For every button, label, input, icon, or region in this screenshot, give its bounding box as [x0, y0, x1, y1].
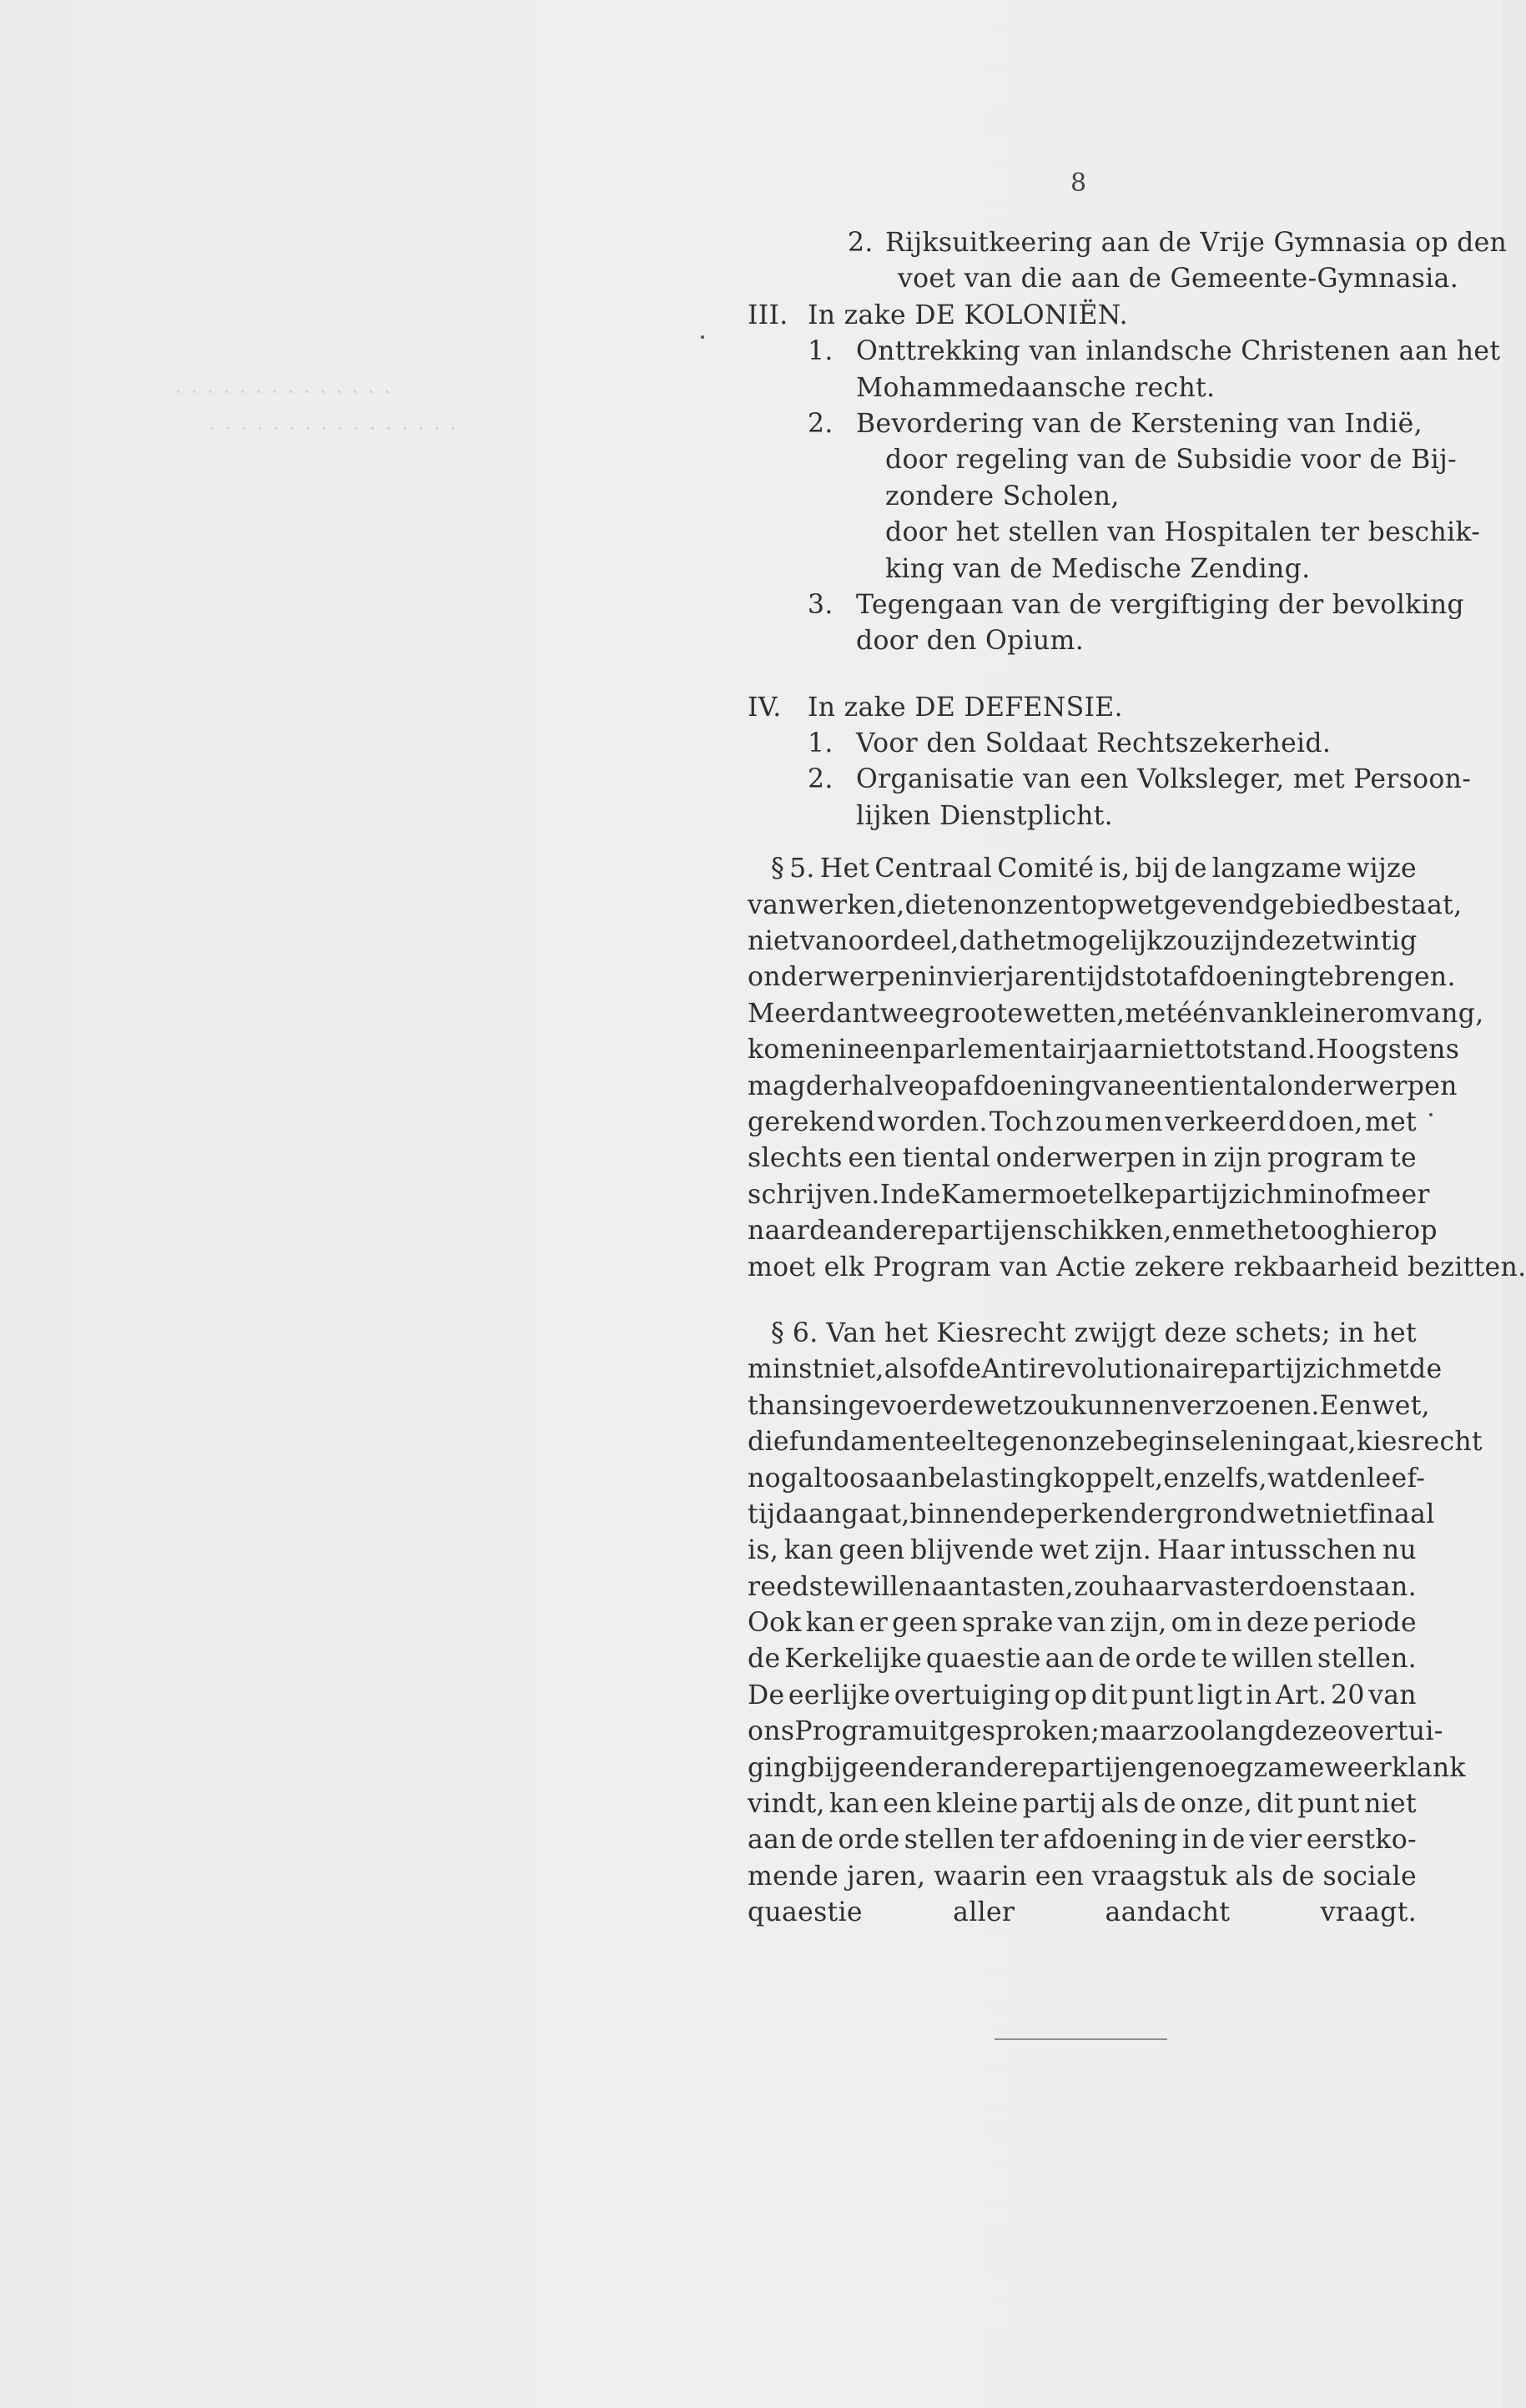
list-item [748, 225, 1508, 261]
paragraph-line: ging bij geen der andere partijen genoegzame weerklank [748, 1752, 1466, 1783]
paragraph-line: § 6. Van het Kiesrecht zwijgt deze schets; in het [771, 1317, 1417, 1348]
paragraph-line: tijd aangaat, binnen de perken der grondwet niet finaal [748, 1499, 1435, 1529]
bleed-through-text: · · · · · · · · · · · · · · [175, 380, 392, 404]
paragraph-line: reeds te willen aantasten, zou haar vaster doen staan. [748, 1571, 1417, 1602]
paragraph-line: die fundamenteel tegen onze beginselen ingaat, kiesrecht [748, 1427, 1483, 1458]
paragraph-line: minst niet, alsof de Antirevolutionaire partij zich met de [748, 1354, 1443, 1385]
margin-mark [701, 335, 704, 339]
item-text: lijken Dienstplicht. [856, 800, 1113, 831]
paragraph-line: mag derhalve op afdoening van een tiental onderwerpen [748, 1071, 1458, 1101]
paragraph-line: naar de andere partijen schikken, en met het oog hierop [748, 1216, 1438, 1247]
list-item [748, 762, 1472, 798]
list-item-continued [748, 479, 1417, 515]
item-text: Tegengaan van de vergiftiging der bevolking [856, 589, 1464, 620]
item-number: 1. [808, 728, 834, 759]
page-number: 8 [1070, 169, 1087, 198]
section-heading-IV [748, 690, 1417, 726]
item-text: zondere Scholen, [885, 481, 1120, 511]
paragraph-line: De eerlijke overtuiging op dit punt ligt in Art. 20 van [748, 1680, 1417, 1710]
paragraph-line: vindt, kan een kleine partij als de onze, dit punt niet [748, 1789, 1417, 1820]
paragraph-line: thans ingevoerde wet zou kunnen verzoenen. Een wet, [748, 1390, 1430, 1421]
paragraph-6 [748, 1316, 1483, 1932]
paragraph-line: moet elk Program van Actie zekere rekbaarheid bezitten. [748, 1252, 1526, 1282]
list-item-continued [748, 370, 1417, 406]
item-text: voet van die aan de Gemeente-Gymnasia. [898, 264, 1459, 295]
item-text: Bevordering van de Kerstening van Indië, [856, 408, 1423, 439]
paragraph-line: van werken, die ten onzent op wetgevend gebied bestaat, [748, 889, 1463, 920]
paragraph-5 [748, 851, 1526, 1286]
list-item-continued [748, 798, 1417, 834]
paragraph-line: mende jaren, waarin een vraagstuk als de sociale [748, 1861, 1417, 1892]
list-item-continued [748, 261, 1459, 297]
item-text: door regeling van de Subsidie voor de Bij- [885, 445, 1457, 476]
paragraph-line: § 5. Het Centraal Comité is, bij de langzame wijze [771, 854, 1417, 884]
item-text: Onttrekking van inlandsche Christenen aan het [856, 336, 1501, 367]
paragraph-line: niet van oordeel, dat het mogelijk zou zijn deze twintig [748, 926, 1418, 957]
paragraph-line: Meer dan twee groote wetten, met één van kleiner omvang, [748, 998, 1484, 1029]
section-title: In zake DE DEFENSIE. [808, 692, 1123, 723]
list-item [748, 334, 1501, 370]
paragraph-line: quaestie aller aandacht vraagt. [748, 1897, 1417, 1928]
list-item-continued [748, 623, 1417, 659]
item-text: king van de Medische Zending. [885, 553, 1311, 584]
item-text: Organisatie van een Volksleger, met Persoon- [856, 764, 1472, 795]
list-item-continued [748, 442, 1457, 478]
paragraph-line: aan de orde stellen ter afdoening in de vier eerstko- [748, 1825, 1417, 1856]
item-text: Voor den Soldaat Rechtszekerheid. [856, 728, 1332, 759]
margin-mark [1429, 1113, 1433, 1116]
section-title: In zake DE KOLONIËN. [808, 300, 1128, 330]
section-numeral: IV. [748, 692, 782, 723]
closing-rule [995, 2038, 1167, 2040]
item-number: 1. [808, 336, 834, 367]
paragraph-line: schrijven. In de Kamer moet elke partij zich min of meer [748, 1179, 1430, 1210]
list-item [748, 726, 1417, 762]
list-item-continued [748, 515, 1481, 551]
paragraph-line: de Kerkelijke quaestie aan de orde te willen stellen. [748, 1644, 1417, 1675]
paragraph-line: komen in een parlementair jaar niet tot stand. Hoogstens [748, 1035, 1460, 1065]
section-heading-III [748, 298, 1417, 334]
item-number: 2. [848, 228, 874, 258]
paragraph-line: onderwerpen in vier jaren tijds tot afdoening te brengen. [748, 962, 1456, 993]
paragraph-line: is, kan geen blijvende wet zijn. Haar intusschen nu [748, 1535, 1417, 1566]
paragraph-line: nog altoos aan belasting koppelt, en zelfs, wat den leef- [748, 1463, 1426, 1494]
paragraph-line: slechts een tiental onderwerpen in zijn program te [748, 1143, 1417, 1174]
section-numeral: III. [748, 300, 788, 330]
item-number: 2. [808, 764, 834, 795]
list-item-continued [748, 552, 1417, 587]
bleed-through-text: · · · · · · · · · · · · · · · · [209, 417, 458, 441]
list-item [748, 587, 1464, 623]
document-body [748, 225, 1526, 1932]
paragraph-line: ons Program uitgesproken; maar zoolang deze overtui- [748, 1716, 1443, 1747]
item-number: 2. [808, 408, 834, 439]
item-text: Mohammedaansche recht. [856, 372, 1216, 403]
paragraph-line: Ook kan er geen sprake van zijn, om in deze periode [748, 1608, 1417, 1639]
item-text: Rijksuitkeering aan de Vrije Gymnasia op den [885, 228, 1508, 258]
item-text: door den Opium. [856, 626, 1085, 657]
item-text: door het stellen van Hospitalen ter beschik- [885, 517, 1481, 548]
item-number: 3. [808, 589, 834, 620]
paragraph-line: gerekend worden. Toch zou men verkeerd doen, met [748, 1106, 1417, 1137]
list-item [748, 406, 1423, 442]
